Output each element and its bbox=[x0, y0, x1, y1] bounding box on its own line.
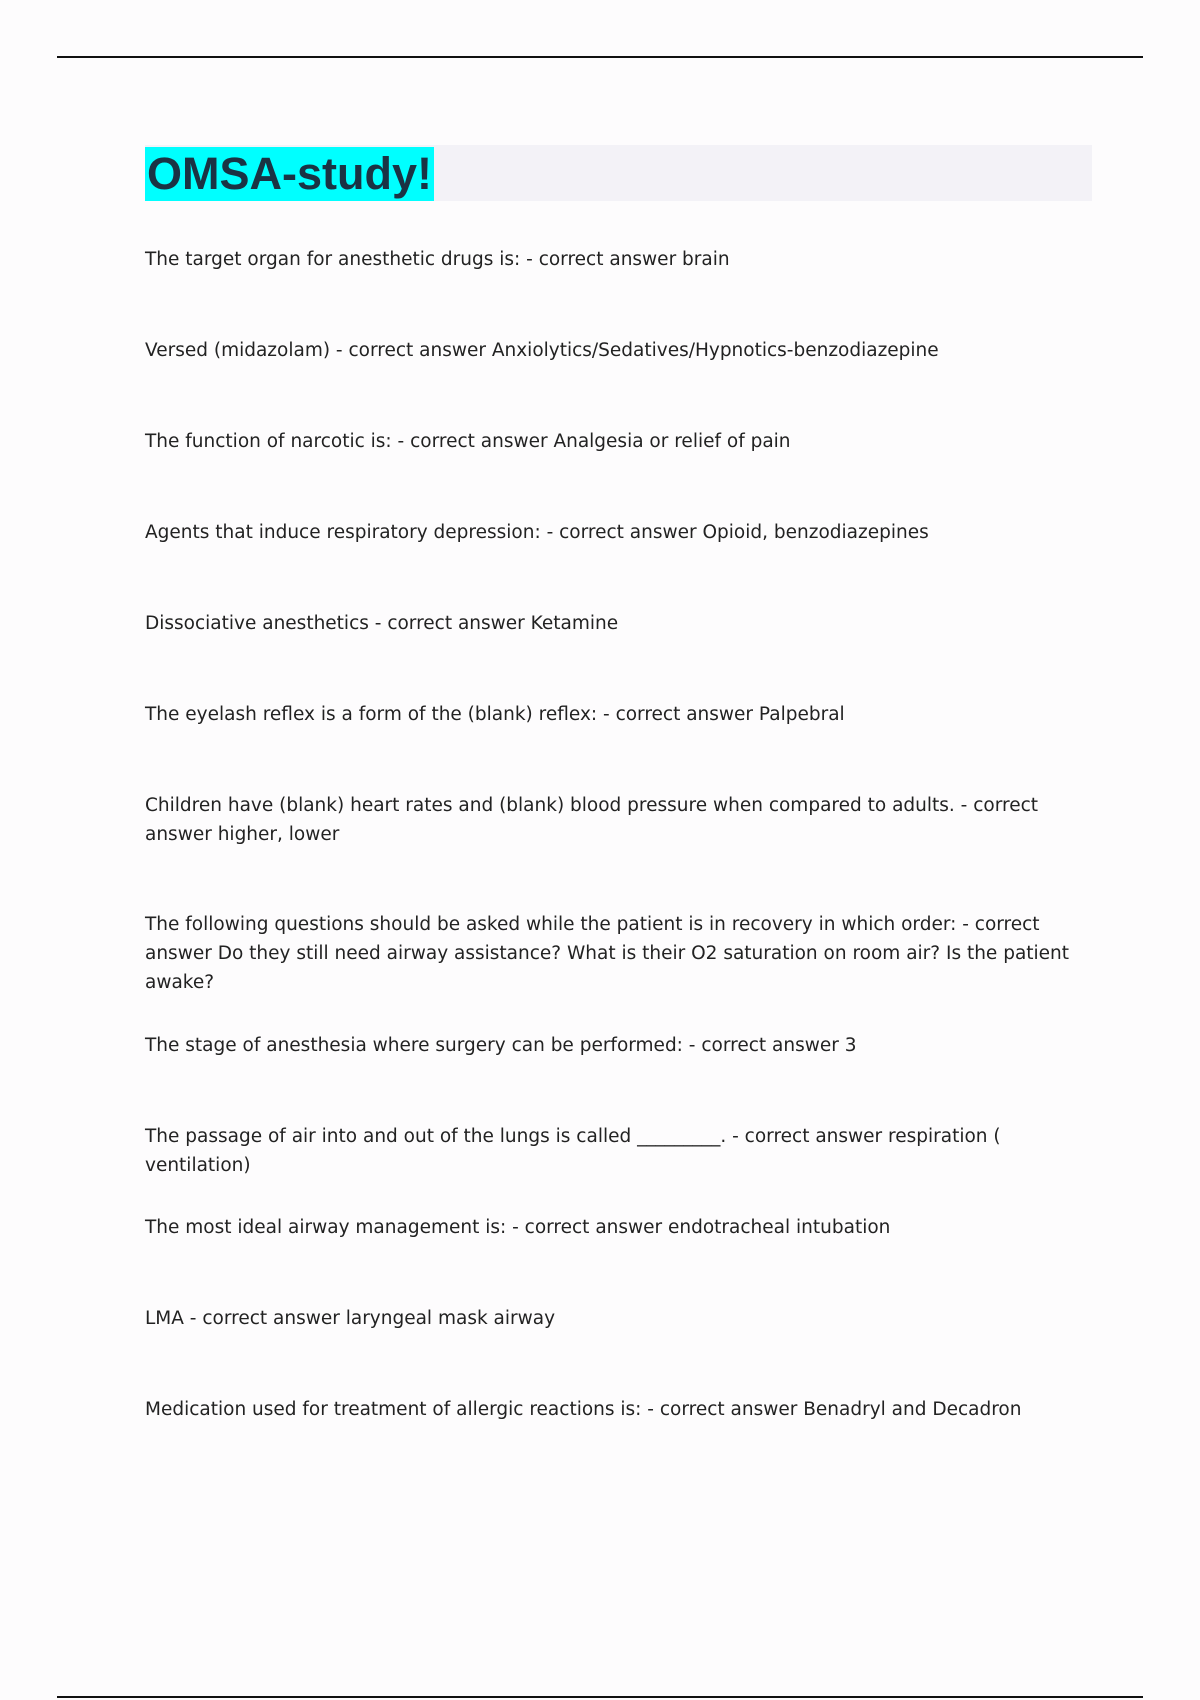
qa-item: The eyelash reflex is a form of the (blank) reflex: - correct answer Palpebral bbox=[145, 704, 845, 725]
qa-item: The stage of anesthesia where surgery can be performed: - correct answer 3 bbox=[145, 1035, 857, 1056]
qa-item: The target organ for anesthetic drugs is: - correct answer brain bbox=[145, 249, 730, 270]
qa-item: Versed (midazolam) - correct answer Anxiolytics/Sedatives/Hypnotics-benzodiazepine bbox=[145, 340, 939, 361]
top-rule bbox=[57, 56, 1143, 58]
qa-item: The passage of air into and out of the lungs is called _________. - correct answer respiration ( ventilation) bbox=[145, 1126, 1001, 1176]
qa-item: The following questions should be asked while the patient is in recovery in which order: - correct answer Do they still need airway assistance? What is their O2 saturation on room air? Is the patient awake? bbox=[145, 914, 1070, 993]
qa-item: Medication used for treatment of allergic reactions is: - correct answer Benadryl and Decadron bbox=[145, 1399, 1022, 1420]
qa-item: LMA - correct answer laryngeal mask airway bbox=[145, 1308, 556, 1329]
qa-item: The most ideal airway management is: - correct answer endotracheal intubation bbox=[145, 1217, 891, 1238]
qa-item: Children have (blank) heart rates and (blank) blood pressure when compared to adults. - correct answer higher, lower bbox=[145, 795, 1038, 845]
qa-item: Dissociative anesthetics - correct answer Ketamine bbox=[145, 613, 619, 634]
qa-item: The function of narcotic is: - correct answer Analgesia or relief of pain bbox=[145, 431, 791, 452]
bottom-rule bbox=[57, 1696, 1143, 1698]
document-title: OMSA-study! bbox=[147, 148, 432, 199]
qa-item: Agents that induce respiratory depression: - correct answer Opioid, benzodiazepines bbox=[145, 522, 929, 543]
